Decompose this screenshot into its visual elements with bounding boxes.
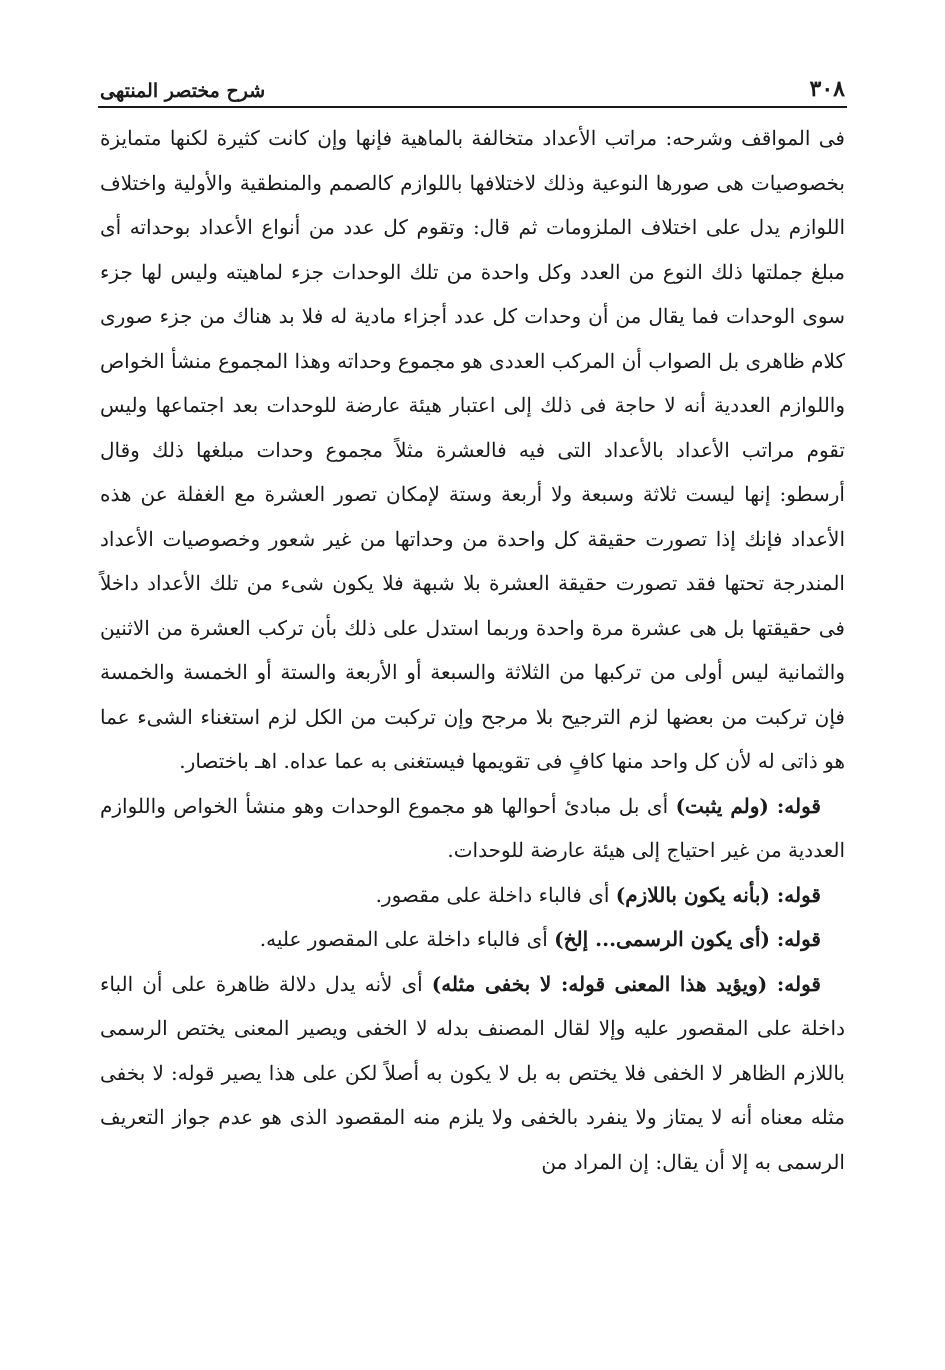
header-rule — [98, 106, 847, 108]
note-3 — [100, 917, 845, 962]
note-3-keyword: قوله: (أى يكون الرسمى... إلخ) — [554, 927, 821, 951]
note-4 — [100, 962, 845, 1185]
running-title: شرح مختصر المنتهى — [100, 80, 266, 102]
note-3-text: أى فالباء داخلة على المقصور عليه. — [259, 927, 555, 951]
note-4-keyword: قوله: (ويؤيد هذا المعنى قوله: لا بخفى مثله) — [431, 971, 821, 996]
note-1 — [100, 784, 845, 873]
page-number: ٣٠٨ — [809, 76, 845, 102]
note-2-text: أى فالباء داخلة على مقصور. — [375, 882, 616, 907]
paragraph-quote: فى المواقف وشرحه: مراتب الأعداد متخالفة بالماهية فإنها وإن كانت كثيرة لكنها متمايزة بخصوصيات هى صورها النوعية وذلك لاختلافها باللوازم كالصمم والمنطقية والأولية واختلاف اللوازم يدل على اختلاف الملزومات ثم قال: وتقوم كل عدد من أنواع الأعداد بوحداته أى مبلغ جملتها ذلك النوع من العدد وكل واحدة من تلك الوحدات جزء لماهيته وليس لها جزء سوى الوحدات فما يقال من أن وحدات كل عدد أجزاء مادية له فلا بد هناك من جزء صورى كلام ظاهرى بل الصواب أن المركب العددى هو مجموع وحداته وهذا المجموع منشأ الخواص واللوازم العددية أنه لا حاجة فى ذلك إلى اعتبار هيئة عارضة للوحدات بعد اجتماعها وليس تقوم مراتب الأعداد بالأعداد التى فيه فالعشرة مثلاً مجموع وحدات مبلغها ذلك وقال أرسطو: إنها ليست ثلاثة وسبعة ولا أربعة وستة لإمكان تصور العشرة مع الغفلة عن هذه الأعداد فإنك إذا تصورت حقيقة كل واحدة من وحداتها من غير شعور وخصوصيات الأعداد المندرجة تحتها فقد تصورت حقيقة العشرة بلا شبهة فلا يكون شىء من تلك الأعداد داخلاً فى حقيقتها بل هى عشرة مرة واحدة وربما استدل على ذلك بأن تركب العشرة من الاثنين والثمانية ليس أولى من تركبها من الثلاثة والسبعة أو الأربعة والستة أو الخمسة والخمسة فإن تركبت من بعضها لزم الترجيح بلا مرجح وإن تركبت من الكل لزم استغناء الشىء عما هو ذاتى له لأن كل واحد منها كافٍ فى تقويمها فيستغنى به عما عداه. اهـ باختصار. — [100, 126, 845, 773]
main-text — [100, 116, 845, 1184]
page-header — [100, 68, 845, 102]
note-2 — [100, 873, 845, 918]
note-2-keyword: قوله: (بأنه يكون باللازم) — [615, 882, 821, 907]
note-1-text: أى بل مبادئ أحوالها هو مجموع الوحدات وهو منشأ الخواص واللوازم العددية من غير احتياج إلى هيئة عارضة للوحدات. — [100, 793, 845, 862]
note-1-keyword: قوله: (ولم يثبت) — [675, 793, 821, 818]
note-4-text: أى لأنه يدل دلالة ظاهرة على أن الباء داخلة على المقصور عليه وإلا لقال المصنف بدله لا الخفى ويصير المعنى يختص الرسمى باللازم الظاهر لا الخفى فلا يختص به بل لا يكون به أصلاً لكن على هذا يصير قوله: لا بخفى مثله معناه أنه لا يمتاز ولا ينفرد بالخفى ولا يلزم منه المقصود الذى هو عدم جواز التعريف الرسمى به إلا أن يقال: إن المراد من — [100, 971, 845, 1174]
